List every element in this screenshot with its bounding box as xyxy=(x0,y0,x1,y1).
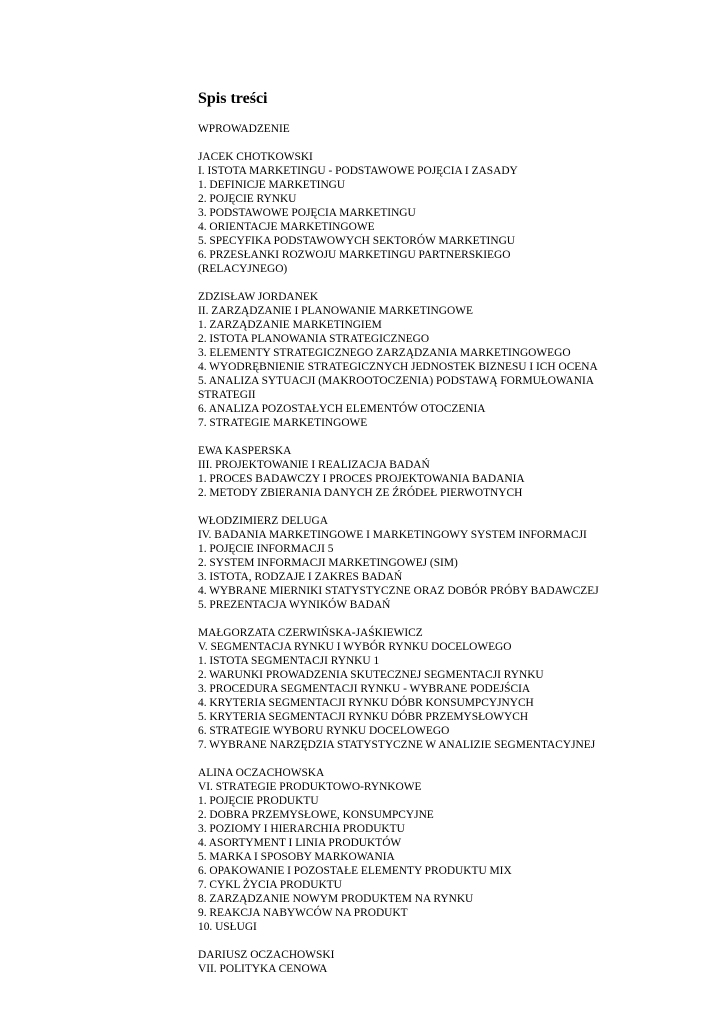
toc-entry: V. SEGMENTACJA RYNKU I WYBÓR RYNKU DOCELOWEGO xyxy=(198,641,512,653)
toc-entry: 6. ANALIZA POZOSTAŁYCH ELEMENTÓW OTOCZENIA xyxy=(198,403,486,415)
toc-entry: II. ZARZĄDZANIE I PLANOWANIE MARKETINGOWE xyxy=(198,305,473,317)
toc-entry: VII. POLITYKA CENOWA xyxy=(198,963,328,975)
toc-entry: 5. PREZENTACJA WYNIKÓW BADAŃ xyxy=(198,599,391,611)
toc-author: JACEK CHOTKOWSKI xyxy=(198,151,313,163)
toc-entry: I. ISTOTA MARKETINGU - PODSTAWOWE POJĘCIA I ZASADY xyxy=(198,165,518,177)
toc-entry: 1. DEFINICJE MARKETINGU xyxy=(198,179,346,191)
toc-entry: 7. WYBRANE NARZĘDZIA STATYSTYCZNE W ANALIZIE SEGMENTACYJNEJ xyxy=(198,739,596,751)
toc-entry: 5. KRYTERIA SEGMENTACJI RYNKU DÓBR PRZEMYSŁOWYCH xyxy=(198,711,529,723)
toc-entry: 1. ISTOTA SEGMENTACJI RYNKU 1 xyxy=(198,655,380,667)
toc-author: ALINA OCZACHOWSKA xyxy=(198,767,325,779)
toc-entry: 6. OPAKOWANIE I POZOSTAŁE ELEMENTY PRODUKTU MIX xyxy=(198,865,512,877)
toc-entry: 1. POJĘCIE INFORMACJI 5 xyxy=(198,543,334,555)
toc-entry: 7. CYKL ŻYCIA PRODUKTU xyxy=(198,879,342,891)
toc-entry: 2. SYSTEM INFORMACJI MARKETINGOWEJ (SIM) xyxy=(198,557,458,569)
toc-entry: 3. PODSTAWOWE POJĘCIA MARKETINGU xyxy=(198,207,416,219)
toc-entry: 1. ZARZĄDZANIE MARKETINGIEM xyxy=(198,319,382,331)
toc-section xyxy=(198,290,698,430)
toc-author: EWA KASPERSKA xyxy=(198,445,292,457)
toc-entry: 5. MARKA I SPOSOBY MARKOWANIA xyxy=(198,851,395,863)
toc-entry: IV. BADANIA MARKETINGOWE I MARKETINGOWY SYSTEM INFORMACJI xyxy=(198,529,587,541)
toc-author: ZDZISŁAW JORDANEK xyxy=(198,291,319,303)
toc-entry: 2. WARUNKI PROWADZENIA SKUTECZNEJ SEGMENTACJI RYNKU xyxy=(198,669,544,681)
toc-entry: 1. POJĘCIE PRODUKTU xyxy=(198,795,319,807)
toc-section xyxy=(198,122,698,136)
toc-entry: 4. KRYTERIA SEGMENTACJI RYNKU DÓBR KONSUMPCYJNYCH xyxy=(198,697,534,709)
toc-sections xyxy=(198,122,698,976)
toc-entry: 3. POZIOMY I HIERARCHIA PRODUKTU xyxy=(198,823,405,835)
toc-section xyxy=(198,150,698,276)
toc-entry: (RELACYJNEGO) xyxy=(198,263,288,275)
toc-entry: 3. PROCEDURA SEGMENTACJI RYNKU - WYBRANE PODEJŚCIA xyxy=(198,683,531,695)
toc-author: MAŁGORZATA CZERWIŃSKA-JAŚKIEWICZ xyxy=(198,627,423,639)
toc-entry: 3. ELEMENTY STRATEGICZNEGO ZARZĄDZANIA MARKETINGOWEGO xyxy=(198,347,571,359)
toc-entry: 4. ORIENTACJE MARKETINGOWE xyxy=(198,221,375,233)
toc-entry: 2. METODY ZBIERANIA DANYCH ZE ŹRÓDEŁ PIERWOTNYCH xyxy=(198,487,523,499)
toc-entry: STRATEGII xyxy=(198,389,256,401)
page-title: Spis treści xyxy=(198,90,268,107)
toc-entry: 4. WYBRANE MIERNIKI STATYSTYCZNE ORAZ DOBÓR PRÓBY BADAWCZEJ xyxy=(198,585,599,597)
toc-entry: 6. PRZESŁANKI ROZWOJU MARKETINGU PARTNERSKIEGO xyxy=(198,249,511,261)
toc-author: DARIUSZ OCZACHOWSKI xyxy=(198,949,335,961)
toc-entry: 2. POJĘCIE RYNKU xyxy=(198,193,297,205)
toc-entry: 1. PROCES BADAWCZY I PROCES PROJEKTOWANIA BADANIA xyxy=(198,473,525,485)
toc-entry: 6. STRATEGIE WYBORU RYNKU DOCELOWEGO xyxy=(198,725,450,737)
table-of-contents xyxy=(198,88,698,990)
toc-author: WŁODZIMIERZ DELUGA xyxy=(198,515,329,527)
toc-entry: 8. ZARZĄDZANIE NOWYM PRODUKTEM NA RYNKU xyxy=(198,893,474,905)
toc-section xyxy=(198,626,698,752)
toc-entry: 2. DOBRA PRZEMYSŁOWE, KONSUMPCYJNE xyxy=(198,809,434,821)
toc-section xyxy=(198,444,698,500)
toc-entry: WPROWADZENIE xyxy=(198,123,290,135)
toc-entry: 3. ISTOTA, RODZAJE I ZAKRES BADAŃ xyxy=(198,571,403,583)
toc-entry: 9. REAKCJA NABYWCÓW NA PRODUKT xyxy=(198,907,408,919)
toc-entry: 5. SPECYFIKA PODSTAWOWYCH SEKTORÓW MARKETINGU xyxy=(198,235,516,247)
toc-entry: 4. ASORTYMENT I LINIA PRODUKTÓW xyxy=(198,837,402,849)
toc-entry: 2. ISTOTA PLANOWANIA STRATEGICZNEGO xyxy=(198,333,430,345)
toc-entry: 10. USŁUGI xyxy=(198,921,257,933)
toc-entry: 7. STRATEGIE MARKETINGOWE xyxy=(198,417,368,429)
toc-entry: 4. WYODRĘBNIENIE STRATEGICZNYCH JEDNOSTEK BIZNESU I ICH OCENA xyxy=(198,361,598,373)
toc-entry: VI. STRATEGIE PRODUKTOWO-RYNKOWE xyxy=(198,781,422,793)
toc-entry: 5. ANALIZA SYTUACJI (MAKROOTOCZENIA) PODSTAWĄ FORMUŁOWANIA xyxy=(198,375,594,387)
toc-section xyxy=(198,766,698,934)
toc-section xyxy=(198,514,698,612)
toc-section xyxy=(198,948,698,976)
toc-entry: III. PROJEKTOWANIE I REALIZACJA BADAŃ xyxy=(198,459,430,471)
